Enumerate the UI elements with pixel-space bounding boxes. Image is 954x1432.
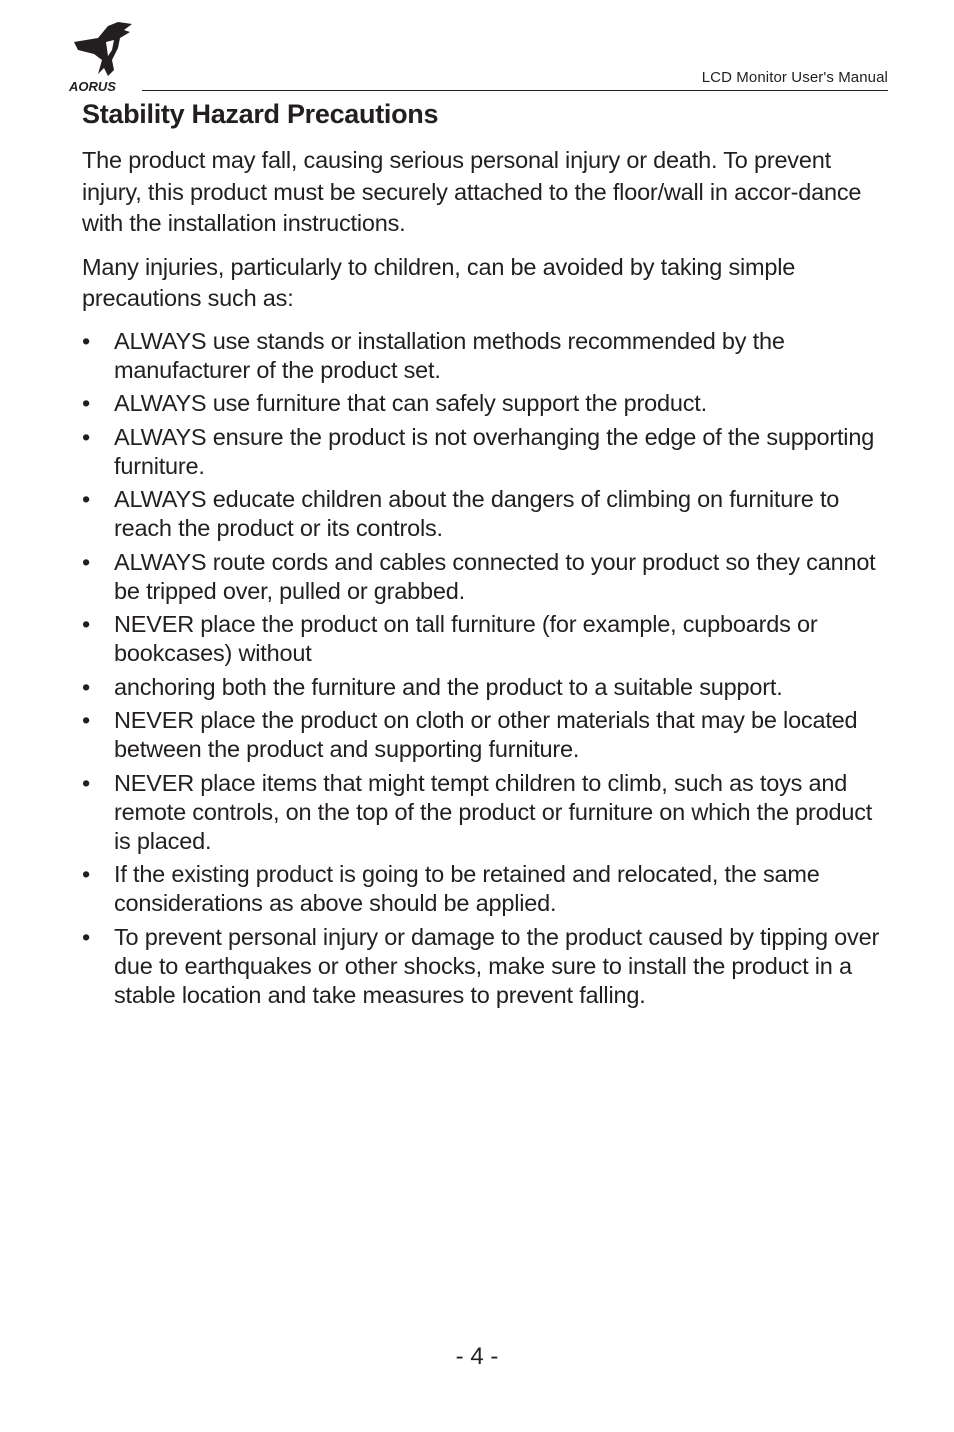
list-item: • ALWAYS educate children about the dangers of climbing on furniture to reach the product or its controls.	[82, 486, 840, 541]
bullet-icon: •	[82, 707, 91, 733]
bullet-icon: •	[82, 923, 91, 950]
aorus-logo	[68, 20, 136, 92]
bullet-icon: •	[82, 548, 91, 575]
bullet-icon: •	[82, 486, 91, 512]
manual-title: LCD Monitor User's Manual	[701, 69, 888, 86]
list-item: • ALWAYS route cords and cables connected to your product so they cannot be tripped over, pulled or grabbed.	[82, 548, 876, 604]
bullet-icon: •	[82, 423, 91, 450]
bullet-icon: •	[82, 673, 91, 700]
page-header	[68, 20, 888, 94]
bullet-icon: •	[82, 390, 91, 416]
list-item: • anchoring both the furniture and the product to a suitable support.	[82, 673, 783, 700]
bullet-icon: •	[82, 861, 91, 887]
list-item: • If the existing product is going to be retained and relocated, the same considerations as above should be applied.	[82, 861, 820, 916]
bullet-icon: •	[82, 611, 91, 637]
section-title: Stability Hazard Precautions	[82, 99, 439, 129]
list-item: • NEVER place the product on cloth or other materials that may be located between the product and supporting furniture.	[82, 707, 858, 762]
list-item: • NEVER place the product on tall furniture (for example, cupboards or bookcases) without	[82, 611, 818, 666]
list-item: • ALWAYS ensure the product is not overhanging the edge of the supporting furniture.	[82, 423, 875, 479]
logo-wordmark: AORUS	[69, 79, 116, 92]
precautions-list	[82, 327, 888, 1010]
page-content	[82, 96, 888, 1014]
header-rule	[142, 90, 888, 91]
bullet-icon: •	[82, 769, 91, 796]
precautions-paragraph: Many injuries, particularly to children, can be avoided by taking simple precautions such as:	[82, 253, 796, 311]
page-number: - 4 -	[455, 1343, 499, 1370]
list-item: • To prevent personal injury or damage to the product caused by tipping over due to earthquakes or other shocks, make sure to install the product in a stable location and take measures to prevent falling.	[82, 923, 880, 1008]
intro-paragraph: The product may fall, causing serious personal injury or death. To prevent injury, this product must be securely attached to the floor/wall in accor-dance with the installation instructions.	[82, 147, 862, 236]
list-item: • ALWAYS use furniture that can safely support the product.	[82, 390, 707, 416]
list-item: • NEVER place items that might tempt children to climb, such as toys and remote controls, on the top of the product or furniture on which the product is placed.	[82, 769, 873, 854]
bullet-icon: •	[82, 327, 91, 354]
list-item: • ALWAYS use stands or installation methods recommended by the manufacturer of the product set.	[82, 327, 785, 383]
